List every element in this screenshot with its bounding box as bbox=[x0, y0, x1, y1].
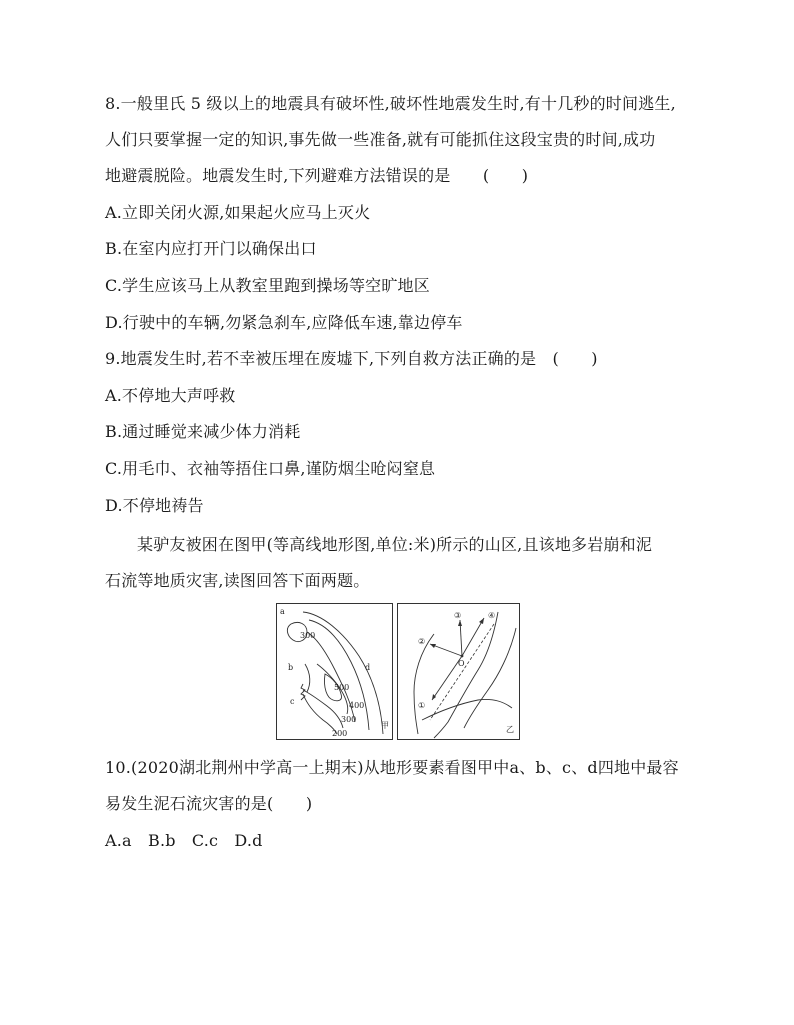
q8-option-c: C.学生应该马上从教室里跑到操场等空旷地区 bbox=[105, 276, 430, 295]
q8-option-b: B.在室内应打开门以确保出口 bbox=[105, 239, 317, 258]
arrow-label-3: ③ bbox=[454, 611, 462, 620]
passage-intro-line-2: 石流等地质灾害,读图回答下面两题。 bbox=[105, 571, 370, 590]
q10-stem-line-1: 10.(2020湖北荆州中学高一上期末)从地形要素看图甲中a、b、c、d四地中最容 bbox=[105, 758, 679, 777]
q9-option-b: B.通过睡觉来减少体力消耗 bbox=[105, 422, 301, 441]
q9-option-a: A.不停地大声呼救 bbox=[105, 386, 236, 405]
point-d-label: d bbox=[365, 663, 371, 672]
q9-stem: 9.地震发生时,若不幸被压埋在废墟下,下列自救方法正确的是 ( ) bbox=[105, 349, 598, 368]
contour-label-200: 200 bbox=[332, 729, 348, 738]
contour-label-300-top: 300 bbox=[300, 631, 316, 640]
contour-label-500: 500 bbox=[334, 683, 350, 692]
point-a-label: a bbox=[280, 607, 285, 616]
figure-jia-yi bbox=[276, 603, 520, 740]
contour-map-jia bbox=[277, 604, 392, 739]
figure-yi-panel bbox=[397, 603, 520, 740]
arrow-label-2: ② bbox=[418, 637, 426, 646]
q10-options: A.a B.b C.c D.d bbox=[105, 831, 263, 850]
q8-stem-line-2: 人们只要掌握一定的知识,事先做一些准备,就有可能抓住这段宝贵的时间,成功 bbox=[105, 130, 656, 149]
figure-jia-panel bbox=[276, 603, 393, 740]
q8-option-d: D.行驶中的车辆,勿紧急刹车,应降低车速,靠边停车 bbox=[105, 313, 463, 332]
slope-diagram-yi bbox=[398, 604, 519, 739]
caption-yi: 乙 bbox=[506, 725, 514, 734]
contour-label-400: 400 bbox=[349, 701, 365, 710]
arrow-label-1: ① bbox=[418, 701, 426, 710]
q8-stem-line-1: 8.一般里氏 5 级以上的地震具有破坏性,破坏性地震发生时,有十几秒的时间逃生, bbox=[105, 94, 676, 113]
caption-jia: 甲 bbox=[381, 721, 389, 730]
q9-option-c: C.用毛巾、衣袖等捂住口鼻,谨防烟尘呛闷窒息 bbox=[105, 459, 436, 478]
q8-stem-line-3: 地避震脱险。地震发生时,下列避难方法错误的是 ( ) bbox=[105, 166, 529, 185]
point-b-label: b bbox=[288, 663, 294, 672]
q8-option-a: A.立即关闭火源,如果起火应马上灭火 bbox=[105, 203, 371, 222]
contour-label-300: 300 bbox=[341, 715, 357, 724]
q9-option-d: D.不停地祷告 bbox=[105, 496, 204, 515]
arrow-label-4: ④ bbox=[488, 611, 496, 620]
q10-stem-line-2: 易发生泥石流灾害的是( ) bbox=[105, 794, 313, 813]
point-c-label: c bbox=[290, 697, 295, 706]
passage-intro-line-1: 某驴友被困在图甲(等高线地形图,单位:米)所示的山区,且该地多岩崩和泥 bbox=[137, 535, 653, 554]
center-o-label: O bbox=[458, 659, 465, 668]
